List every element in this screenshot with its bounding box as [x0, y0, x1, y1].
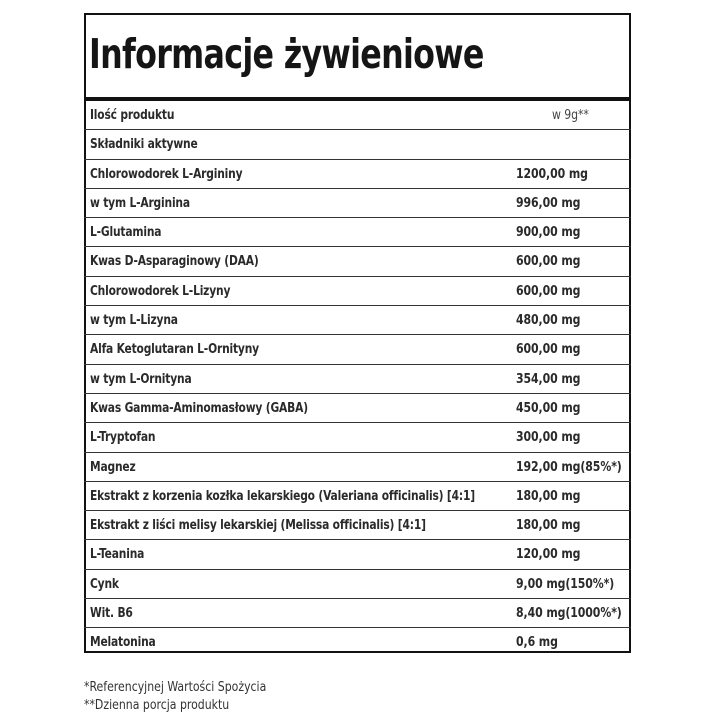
ingredient-amount: 8,40 mg(1000%*)	[516, 605, 622, 622]
footnote-daily-portion: **Dzienna porcja produktu	[84, 697, 230, 713]
table-row	[84, 189, 631, 218]
page-title: Informacje żywieniowe	[89, 30, 484, 78]
section-label: Składniki aktywne	[90, 136, 198, 153]
ingredient-name: w tym L-Lizyna	[90, 312, 178, 329]
ingredient-name: Magnez	[90, 458, 136, 475]
ingredient-amount: 180,00 mg	[516, 487, 581, 504]
ingredient-amount: 354,00 mg	[516, 370, 581, 387]
ingredient-amount: 1200,00 mg	[516, 165, 588, 182]
ingredient-name: L-Glutamina	[90, 224, 162, 241]
table-row	[84, 453, 631, 482]
ingredient-name: L-Tryptofan	[90, 429, 156, 446]
ingredient-name: Chlorowodorek L-Argininy	[90, 165, 243, 182]
ingredient-name: Melatonina	[90, 634, 156, 651]
ingredient-name: w tym L-Ornityna	[90, 370, 192, 387]
ingredient-name: Ekstrakt z korzenia kozłka lekarskiego (Valeriana officinalis) [4:1]	[90, 487, 475, 504]
ingredient-name: Kwas D-Asparaginowy (DAA)	[90, 253, 259, 270]
ingredient-name: Alfa Ketoglutaran L-Ornityny	[90, 341, 259, 358]
table-row	[84, 277, 631, 306]
table-row	[84, 335, 631, 364]
ingredient-name: Chlorowodorek L-Lizyny	[90, 282, 231, 299]
ingredient-name: Wit. B6	[90, 605, 133, 622]
header-name: Ilość produktu	[90, 107, 175, 123]
table-row	[84, 365, 631, 394]
footnote-rws: *Referencyjnej Wartości Spożycia	[84, 679, 267, 695]
table-row	[84, 423, 631, 452]
ingredient-amount: 180,00 mg	[516, 517, 581, 534]
table-row	[84, 160, 631, 189]
ingredient-amount: 300,00 mg	[516, 429, 581, 446]
ingredient-amount: 900,00 mg	[516, 224, 581, 241]
table-row	[84, 218, 631, 247]
ingredient-amount: 996,00 mg	[516, 194, 581, 211]
ingredient-name: Cynk	[90, 575, 119, 592]
ingredient-name: Kwas Gamma-Aminomasłowy (GABA)	[90, 399, 308, 416]
nutrition-table	[84, 101, 631, 658]
ingredient-name: Ekstrakt z liści melisy lekarskiej (Melissa officinalis) [4:1]	[90, 517, 426, 534]
table-row	[84, 247, 631, 276]
table-row	[84, 599, 631, 628]
table-row	[84, 482, 631, 511]
ingredient-amount: 600,00 mg	[516, 282, 581, 299]
ingredient-amount: 192,00 mg(85%*)	[516, 458, 622, 475]
table-row	[84, 306, 631, 335]
table-header-row	[84, 101, 631, 130]
table-row	[84, 540, 631, 569]
ingredient-amount: 450,00 mg	[516, 399, 581, 416]
table-row	[84, 628, 631, 657]
table-row	[84, 394, 631, 423]
header-amount: w 9g**	[552, 107, 589, 123]
ingredient-amount: 120,00 mg	[516, 546, 581, 563]
ingredient-amount: 480,00 mg	[516, 312, 581, 329]
ingredient-amount: 0,6 mg	[516, 634, 558, 651]
ingredient-amount: 9,00 mg(150%*)	[516, 575, 615, 592]
ingredient-name: w tym L-Arginina	[90, 194, 190, 211]
ingredient-name: L-Teanina	[90, 546, 145, 563]
section-label-row	[84, 130, 631, 159]
table-row	[84, 511, 631, 540]
ingredient-amount: 600,00 mg	[516, 341, 581, 358]
table-row	[84, 570, 631, 599]
ingredient-amount: 600,00 mg	[516, 253, 581, 270]
